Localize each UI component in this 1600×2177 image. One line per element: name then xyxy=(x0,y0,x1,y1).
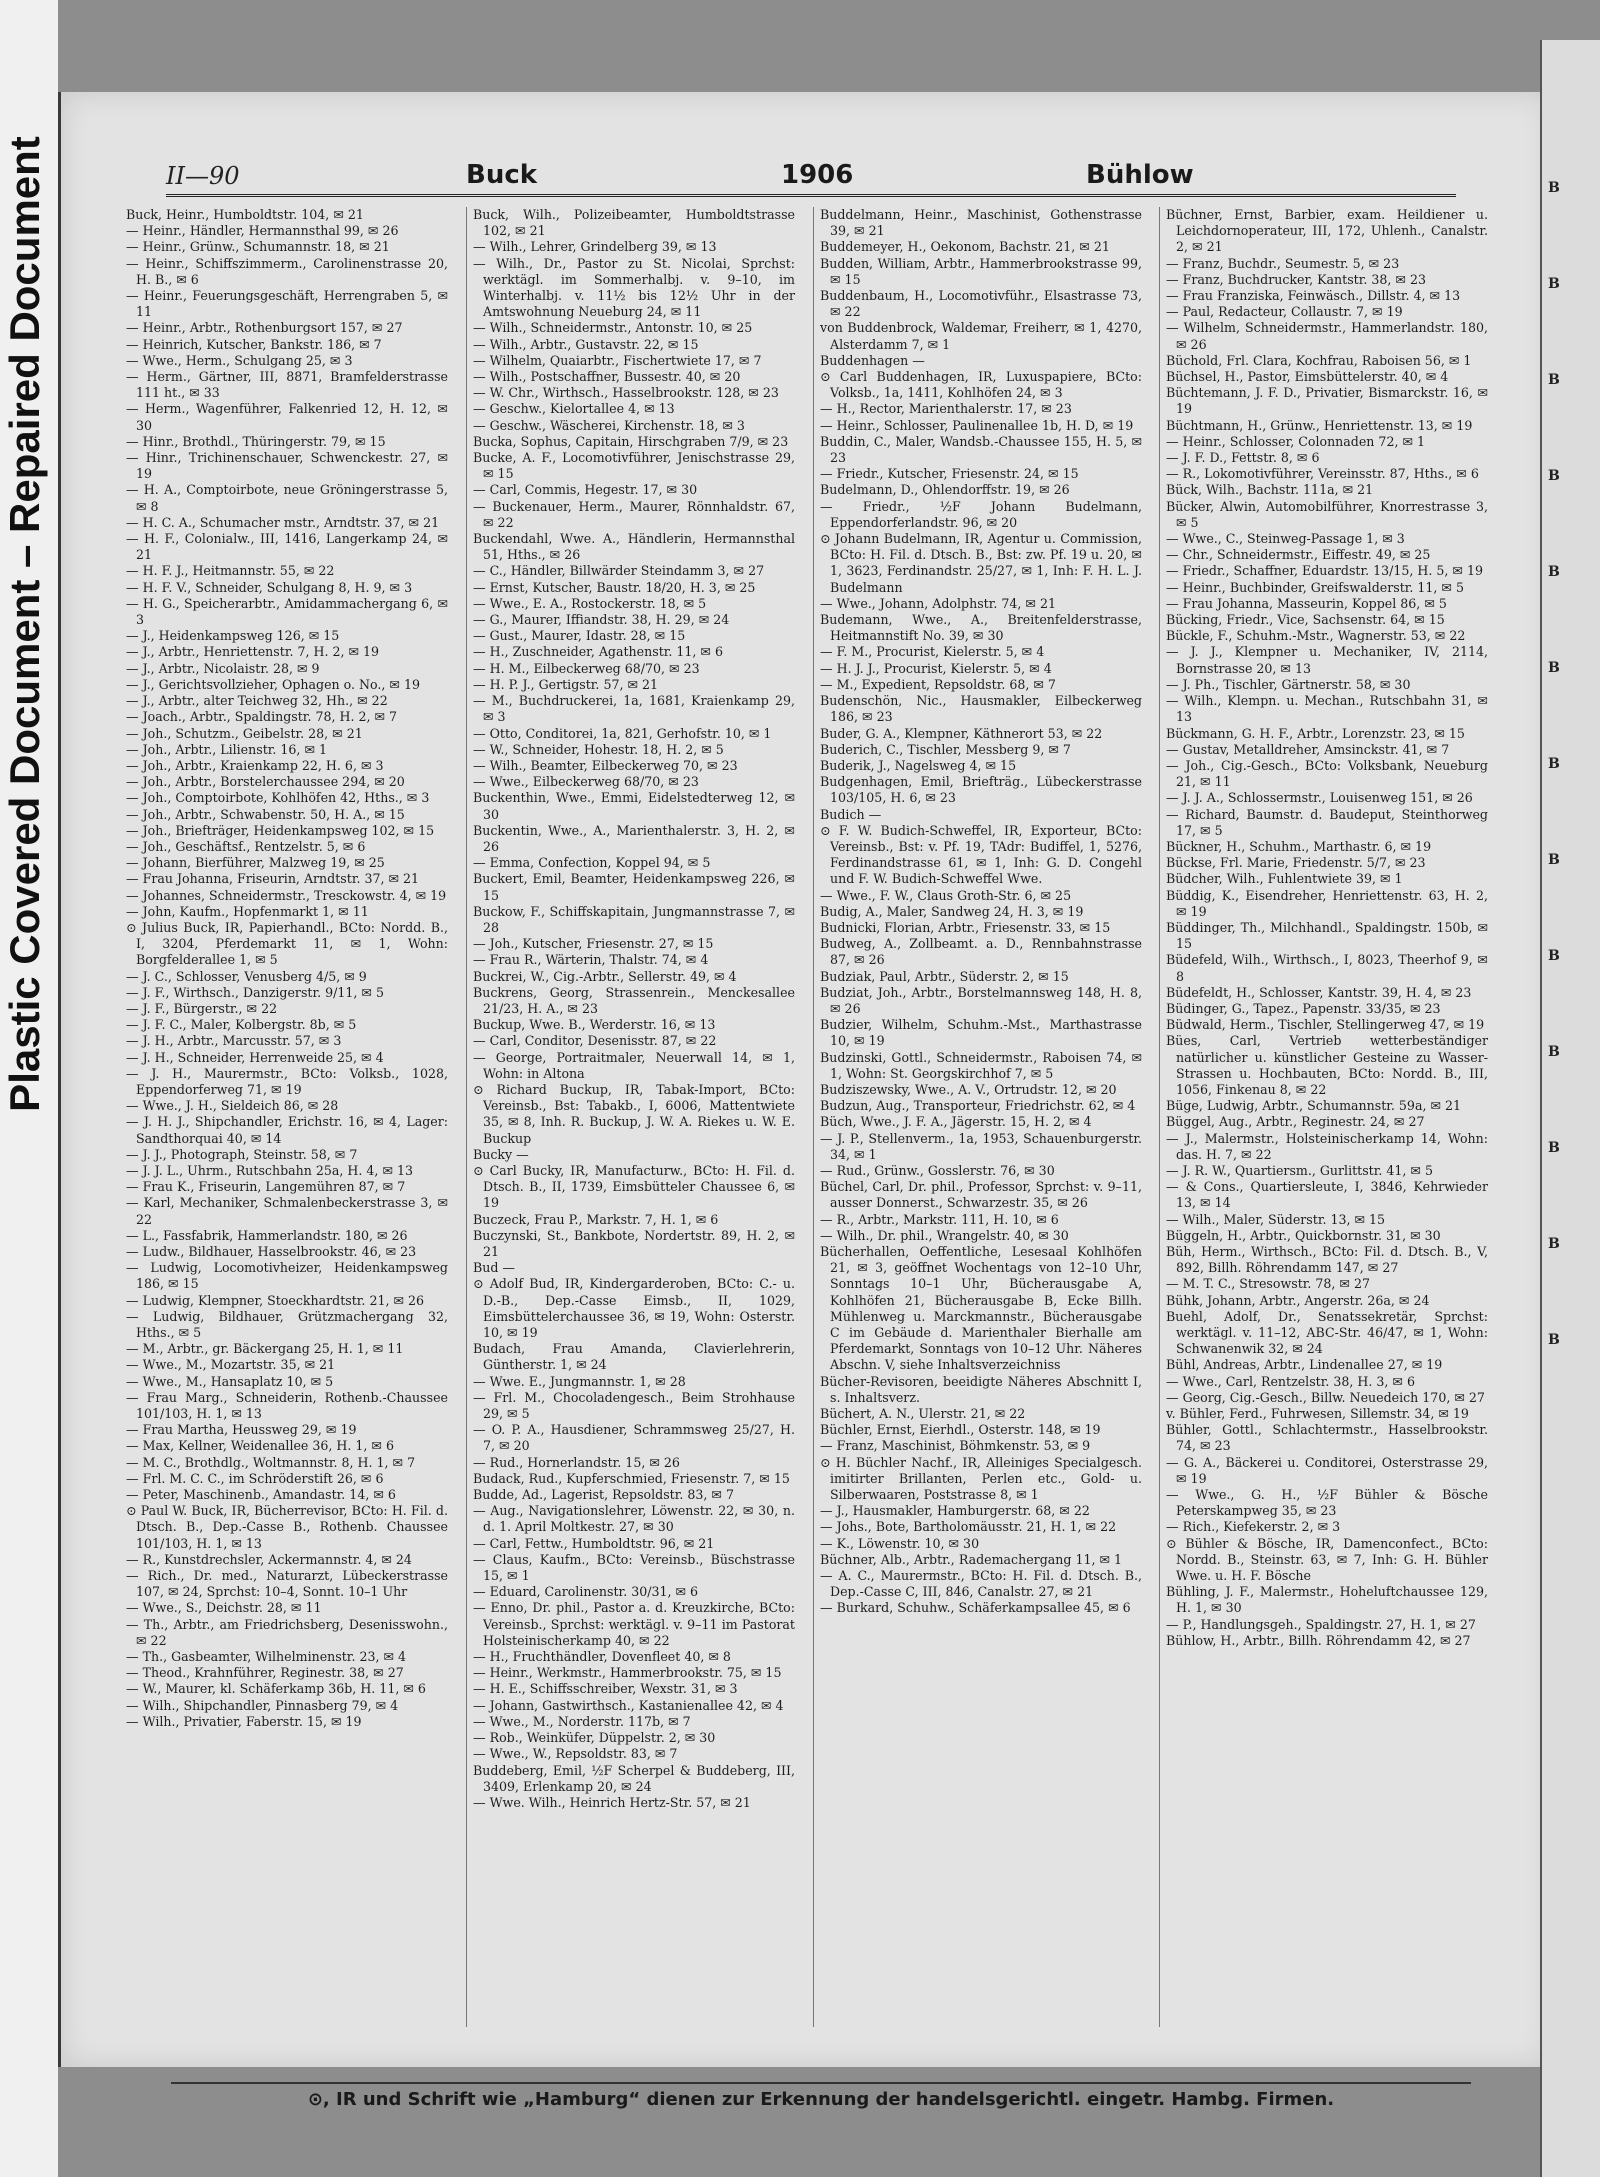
directory-entry: — M., Buchdruckerei, 1a, 1681, Kraienkamp 29, ✉ 3 xyxy=(473,693,795,725)
directory-entry: — Ludwig, Klempner, Stoeckhardtstr. 21, ✉ 26 xyxy=(126,1292,425,1308)
directory-entry: Büchtemann, J. F. D., Privatier, Bismarckstr. 16, ✉ 19 xyxy=(1166,385,1488,417)
directory-entry: — Emma, Confection, Koppel 94, ✉ 5 xyxy=(473,855,711,871)
directory-entry: Buckrens, Georg, Strassenrein., Menckesallee 21/23, H. A., ✉ 23 xyxy=(473,984,795,1016)
directory-entry: — Wilh., Lehrer, Grindelberg 39, ✉ 13 xyxy=(473,239,717,255)
directory-entry: — O. P. A., Hausdiener, Schrammsweg 25/27, H. 7, ✉ 20 xyxy=(473,1422,795,1454)
directory-entry: — George, Portraitmaler, Neuerwall 14, ✉ 1, Wohn: in Altona xyxy=(473,1049,795,1081)
directory-entry: — Joach., Arbtr., Spaldingstr. 78, H. 2, ✉ 7 xyxy=(126,709,398,725)
directory-entry: Büchtmann, H., Grünw., Henriettenstr. 13, ✉ 19 xyxy=(1166,417,1473,433)
directory-entry: Büdinger, G., Tapez., Papenstr. 33/35, ✉ 23 xyxy=(1166,1000,1441,1016)
directory-entry: — Gust., Maurer, Idastr. 28, ✉ 15 xyxy=(473,628,686,644)
directory-entry: Bücher-Revisoren, beeidigte Näheres Abschnitt I, s. Inhaltsverz. xyxy=(820,1373,1142,1405)
directory-entry: Buckrei, W., Cig.-Arbtr., Sellerstr. 49, ✉ 4 xyxy=(473,968,737,984)
directory-entry: — Heinr., Feuerungsgeschäft, Herrengraben 5, ✉ 11 xyxy=(126,288,448,320)
directory-entry: — H. A., Comptoirbote, neue Gröningerstrasse 5, ✉ 8 xyxy=(126,482,448,514)
directory-entry: — H., Rector, Marienthalerstr. 17, ✉ 23 xyxy=(820,401,1072,417)
directory-entry: Bucka, Sophus, Capitain, Hirschgraben 7/9, ✉ 23 xyxy=(473,433,789,449)
directory-entry: — Frau Martha, Heussweg 29, ✉ 19 xyxy=(126,1422,357,1438)
edge-letter: B xyxy=(1548,276,1560,292)
directory-entry: Büchner, Alb., Arbtr., Rademachergang 11, ✉ 1 xyxy=(820,1551,1123,1567)
directory-entry: — Frau Johanna, Masseurin, Koppel 86, ✉ 5 xyxy=(1166,595,1447,611)
directory-entry: — Otto, Conditorei, 1a, 821, Gerhofstr. 10, ✉ 1 xyxy=(473,725,772,741)
directory-entry: — Enno, Dr. phil., Pastor a. d. Kreuzkirche, BCto: Vereinsb., Sprchst: werktägl. v. 9–11 im Pastorat Holsteinischerkamp 40, ✉ 22 xyxy=(473,1600,795,1648)
directory-entry: — Heinr., Schiffszimmerm., Carolinenstrasse 20, H. B., ✉ 6 xyxy=(126,255,448,287)
directory-entry: — Wwe., Eilbeckerweg 68/70, ✉ 23 xyxy=(473,774,699,790)
directory-entry: — Frau Franziska, Feinwäsch., Dillstr. 4, ✉ 13 xyxy=(1166,288,1461,304)
edge-letter: B xyxy=(1548,852,1560,868)
directory-entry: Budzinski, Gottl., Schneidermstr., Raboisen 74, ✉ 1, Wohn: St. Georgskirchhof 7, ✉ 5 xyxy=(820,1049,1142,1081)
directory-entry: Budnicki, Florian, Arbtr., Friesenstr. 33, ✉ 15 xyxy=(820,919,1111,935)
directory-entry: — J., Malermstr., Holsteinischerkamp 14, Wohn: das. H. 7, ✉ 22 xyxy=(1166,1130,1488,1162)
directory-entry: — Geschw., Wäscherei, Kirchenstr. 18, ✉ 3 xyxy=(473,417,745,433)
directory-entry: Büge, Ludwig, Arbtr., Schumannstr. 59a, ✉ 21 xyxy=(1166,1098,1462,1114)
directory-entry: — Wwe., Herm., Schulgang 25, ✉ 3 xyxy=(126,352,353,368)
directory-entry: — Wilhelm, Quaiarbtr., Fischertwiete 17, ✉ 7 xyxy=(473,352,762,368)
directory-entry: Bucke, A. F., Locomotivführer, Jenischstrasse 29, ✉ 15 xyxy=(473,450,795,482)
directory-entry: Bühler, Gottl., Schlachtermstr., Hasselbrookstr. 74, ✉ 23 xyxy=(1166,1422,1488,1454)
directory-entry: — Wwe., S., Deichstr. 28, ✉ 11 xyxy=(126,1600,322,1616)
scanner-label-text: Plastic Covered Document – Repaired Document xyxy=(1,136,48,1112)
directory-entry: — Johann, Bierführer, Malzweg 19, ✉ 25 xyxy=(126,855,385,871)
directory-entry: Büchsel, H., Pastor, Eimsbüttelerstr. 40, ✉ 4 xyxy=(1166,369,1449,385)
directory-entry: Bücker, Alwin, Automobilführer, Knorrestrasse 3, ✉ 5 xyxy=(1166,498,1488,530)
directory-entry: — Th., Arbtr., am Friedrichsberg, Desenisswohn., ✉ 22 xyxy=(126,1616,448,1648)
directory-entry: Budelmann, D., Ohlendorffstr. 19, ✉ 26 xyxy=(820,482,1070,498)
directory-entry: — Carl, Fettw., Humboldtstr. 96, ✉ 21 xyxy=(473,1535,715,1551)
directory-entry: — R., Arbtr., Markstr. 111, H. 10, ✉ 6 xyxy=(820,1211,1059,1227)
directory-entry: ⊙ Paul W. Buck, IR, Bücherrevisor, BCto: H. Fil. d. Dtsch. B., Dep.-Casse B., Rothenb. Chaussee 101/103, H. 1, ✉ 13 xyxy=(126,1503,448,1551)
directory-entry: — G. A., Bäckerei u. Conditorei, Osterstrasse 29, ✉ 19 xyxy=(1166,1454,1488,1486)
directory-entry: Buddeberg, Emil, ½F Scherpel & Buddeberg, III, 3409, Erlenkamp 20, ✉ 24 xyxy=(473,1762,795,1794)
directory-entry: — Ludwig, Bildhauer, Grützmachergang 32, Hths., ✉ 5 xyxy=(126,1308,448,1341)
directory-entry: — C., Händler, Billwärder Steindamm 3, ✉ 27 xyxy=(473,563,765,579)
directory-entry: — Paul, Redacteur, Collaustr. 7, ✉ 19 xyxy=(1166,304,1403,320)
edge-letter: B xyxy=(1548,1236,1560,1252)
directory-entry: — Frau K., Friseurin, Langemühren 87, ✉ 7 xyxy=(126,1179,406,1195)
directory-entry: — H. F. V., Schneider, Schulgang 8, H. 9, ✉ 3 xyxy=(126,579,413,595)
directory-entry: Bühk, Johann, Arbtr., Angerstr. 26a, ✉ 24 xyxy=(1166,1292,1430,1308)
directory-entry: — Wilh., Dr., Pastor zu St. Nicolai, Sprchst: werktägl. im Sommerhalbj. v. 9–10, im Winterhalbj. v. 11½ bis 12½ Uhr in der Amtswohnung Neueburg 24, ✉ 11 xyxy=(473,255,795,320)
directory-entry: Buckup, Wwe. B., Werderstr. 16, ✉ 13 xyxy=(473,1017,716,1033)
directory-entry: — Wwe., Johann, Adolphstr. 74, ✉ 21 xyxy=(820,595,1056,611)
edge-letter: B xyxy=(1548,564,1560,580)
directory-entry: Bühl, Andreas, Arbtr., Lindenallee 27, ✉ 19 xyxy=(1166,1357,1443,1373)
directory-entry: Budziak, Paul, Arbtr., Süderstr. 2, ✉ 15 xyxy=(820,968,1069,984)
directory-entry: — Heinr., Buchbinder, Greifswalderstr. 11, ✉ 5 xyxy=(1166,579,1465,595)
directory-entry: — H. C. A., Schumacher mstr., Arndtstr. 37, ✉ 21 xyxy=(126,514,440,530)
directory-entry: — & Cons., Quartiersleute, I, 3846, Kehrwieder 13, ✉ 14 xyxy=(1166,1179,1488,1211)
scanner-label-strip xyxy=(0,0,58,2177)
column-3 xyxy=(813,207,1142,2027)
edge-letter: B xyxy=(1548,468,1560,484)
directory-entry: — F. M., Procurist, Kielerstr. 5, ✉ 4 xyxy=(820,644,1045,660)
directory-entry: Budack, Rud., Kupferschmied, Friesenstr. 7, ✉ 15 xyxy=(473,1470,790,1486)
directory-entry: Budenschön, Nic., Hausmakler, Eilbeckerweg 186, ✉ 23 xyxy=(820,693,1142,725)
directory-entry: — Heinr., Werkmstr., Hammerbrookstr. 75, ✉ 15 xyxy=(473,1665,782,1681)
directory-entry: — Joh., Arbtr., Schwabenstr. 50, H. A., ✉ 15 xyxy=(126,806,405,822)
directory-entry: — J., Hausmakler, Hamburgerstr. 68, ✉ 22 xyxy=(820,1503,1090,1519)
edge-letter: B xyxy=(1548,660,1560,676)
directory-entry: — Wwe., J. H., Sieldeich 86, ✉ 28 xyxy=(126,1098,339,1114)
directory-entry: — Wilh., Klempn. u. Mechan., Rutschbahn 31, ✉ 13 xyxy=(1166,693,1488,725)
next-page-edge xyxy=(1540,40,1600,2177)
directory-entry: — W., Maurer, kl. Schäferkamp 36b, H. 11, ✉ 6 xyxy=(126,1681,426,1697)
directory-entry: von Buddenbrock, Waldemar, Freiherr, ✉ 1, 4270, Alsterdamm 7, ✉ 1 xyxy=(820,320,1142,352)
directory-entry: Büggeln, H., Arbtr., Quickbornstr. 31, ✉ 30 xyxy=(1166,1227,1441,1243)
directory-entry: — Richard, Baumstr. d. Baudeput, Steinthorweg 17, ✉ 5 xyxy=(1166,806,1488,838)
directory-entry: — Wilh., Dr. phil., Wrangelstr. 40, ✉ 30 xyxy=(820,1227,1069,1243)
edition-year: 1906 xyxy=(781,160,854,190)
edge-letter: B xyxy=(1548,180,1560,196)
directory-entry: Bückner, H., Schuhm., Marthastr. 6, ✉ 19 xyxy=(1166,838,1432,854)
directory-entry: Budach, Frau Amanda, Clavierlehrerin, Güntherstr. 1, ✉ 24 xyxy=(473,1341,795,1373)
directory-entry: — Joh., Comptoirbote, Kohlhöfen 42, Hths., ✉ 3 xyxy=(126,790,430,806)
directory-entry: Budziszewsky, Wwe., A. V., Ortrudstr. 12, ✉ 20 xyxy=(820,1081,1117,1097)
directory-entry: — J., Gerichtsvollzieher, Ophagen o. No., ✉ 19 xyxy=(126,676,420,692)
directory-entry: — R., Kunstdrechsler, Ackermannstr. 4, ✉ 24 xyxy=(126,1551,412,1567)
directory-entry: — Friedr., Schaffner, Eduardstr. 13/15, H. 5, ✉ 19 xyxy=(1166,563,1484,579)
directory-entry: Büch, Wwe., J. F. A., Jägerstr. 15, H. 2, ✉ 4 xyxy=(820,1114,1092,1130)
column-1 xyxy=(126,207,448,2027)
directory-entry: Bühlow, H., Arbtr., Billh. Röhrendamm 42, ✉ 27 xyxy=(1166,1632,1471,1648)
directory-entry: Budweg, A., Zollbeamt. a. D., Rennbahnstrasse 87, ✉ 26 xyxy=(820,936,1142,968)
directory-entry: — J. H., Arbtr., Marcusstr. 57, ✉ 3 xyxy=(126,1033,342,1049)
directory-entry: v. Bühler, Ferd., Fuhrwesen, Sillemstr. 34, ✉ 19 xyxy=(1166,1406,1469,1422)
directory-entry: Büdwald, Herm., Tischler, Stellingerweg 47, ✉ 19 xyxy=(1166,1017,1485,1033)
directory-entry: Budich — xyxy=(820,806,882,822)
directory-entry: — H. G., Speicherarbtr., Amidammachergang 6, ✉ 3 xyxy=(126,595,448,628)
directory-entry: Buddemeyer, H., Oekonom, Bachstr. 21, ✉ 21 xyxy=(820,239,1110,255)
directory-entry: — Georg, Cig.-Gesch., Billw. Neuedeich 170, ✉ 27 xyxy=(1166,1389,1485,1405)
directory-entry: — Wilh., Beamter, Eilbeckerweg 70, ✉ 23 xyxy=(473,757,738,773)
directory-entry: — Johann, Gastwirthsch., Kastanienallee 42, ✉ 4 xyxy=(473,1697,784,1713)
directory-entry: — P., Handlungsgeh., Spaldingstr. 27, H. 1, ✉ 27 xyxy=(1166,1616,1476,1632)
directory-entry: ⊙ Bühler & Bösche, IR, Damenconfect., BCto: Nordd. B., Steinstr. 63, ✉ 7, Inh: G. H. Bühler Wwe. u. H. F. Bösche xyxy=(1166,1535,1488,1584)
edge-letter: B xyxy=(1548,948,1560,964)
directory-entry: — Johannes, Schneidermstr., Tresckowstr. 4, ✉ 19 xyxy=(126,887,447,903)
directory-entry: Bües, Carl, Vertrieb wetterbeständiger natürlicher u. künstlicher Gesteine zu Wasser-Strassen u. Hochbauten, BCto: Nordd. B., III, 1056, Finkenau 8, ✉ 22 xyxy=(1166,1033,1488,1097)
last-catchword: Bühlow xyxy=(1086,160,1194,190)
directory-entry: — Herm., Gärtner, III, 8871, Bramfelderstrasse 111 ht., ✉ 33 xyxy=(126,369,448,401)
directory-entry: ⊙ Adolf Bud, IR, Kindergarderoben, BCto: C.- u. D.-B., Dep.-Casse Eimsb., II, 1029, Eimsbüttelerchaussee 36, ✉ 19, Wohn: Osterstr. 10, ✉ 19 xyxy=(473,1276,795,1341)
directory-entry: Büchler, Ernst, Eierhdl., Osterstr. 148, ✉ 19 xyxy=(820,1422,1101,1438)
directory-entry: Buczeck, Frau P., Markstr. 7, H. 1, ✉ 6 xyxy=(473,1211,719,1227)
directory-entry: — Joh., Cig.-Gesch., BCto: Volksbank, Neueburg 21, ✉ 11 xyxy=(1166,757,1488,790)
directory-entry: — J. H., Schneider, Herrenweide 25, ✉ 4 xyxy=(126,1049,384,1065)
edge-letters xyxy=(1548,180,1560,1428)
directory-entry: Buckenthin, Wwe., Emmi, Eidelstedterweg 12, ✉ 30 xyxy=(473,790,795,822)
directory-entry: ⊙ H. Büchler Nachf., IR, Alleiniges Specialgesch. imitirter Brillanten, Perlen etc., Gold- u. Silberwaaren, Poststrasse 8, ✉ 1 xyxy=(820,1454,1142,1503)
edge-letter: B xyxy=(1548,372,1560,388)
directory-entry: Budemann, Wwe., A., Breitenfelderstrasse, Heitmannstift No. 39, ✉ 30 xyxy=(820,612,1142,644)
column-4 xyxy=(1159,207,1488,2027)
directory-entry: Büggel, Aug., Arbtr., Reginestr. 24, ✉ 27 xyxy=(1166,1114,1425,1130)
directory-entry: — Wilh., Privatier, Faberstr. 15, ✉ 19 xyxy=(126,1713,362,1729)
edge-letter: B xyxy=(1548,1044,1560,1060)
directory-entry: — Aug., Navigationslehrer, Löwenstr. 22, ✉ 30, n. d. 1. April Moltkestr. 27, ✉ 30 xyxy=(473,1503,795,1535)
directory-entry: — Wwe., F. W., Claus Groth-Str. 6, ✉ 25 xyxy=(820,887,1072,903)
directory-entry: Buder, G. A., Klempner, Käthnerort 53, ✉ 22 xyxy=(820,725,1103,741)
directory-entry: — Joh., Arbtr., Borstelerchaussee 294, ✉ 20 xyxy=(126,774,405,790)
directory-entry: — Frau Marg., Schneiderin, Rothenb.-Chaussee 101/103, H. 1, ✉ 13 xyxy=(126,1389,448,1422)
directory-entry: — M. C., Brothdlg., Woltmannstr. 8, H. 1, ✉ 7 xyxy=(126,1454,416,1470)
directory-entry: Buddenbaum, H., Locomotivführ., Elsastrasse 73, ✉ 22 xyxy=(820,288,1142,320)
directory-entry: Budzun, Aug., Transporteur, Friedrichstr. 62, ✉ 4 xyxy=(820,1098,1136,1114)
directory-entry: ⊙ Julius Buck, IR, Papierhandl., BCto: Nordd. B., I, 3204, Pferdemarkt 11, ✉ 1, Wohn: Borgfelderallee 1, ✉ 5 xyxy=(126,919,448,968)
directory-entry: — Frl. M., Chocoladengesch., Beim Strohhause 29, ✉ 5 xyxy=(473,1389,795,1422)
directory-entry: Buehl, Adolf, Dr., Senatssekretär, Sprchst: werktägl. v. 11–12, ABC-Str. 46/47, ✉ 1, Wohn: Schwanenwik 32, ✉ 24 xyxy=(1166,1308,1488,1357)
edge-letter: B xyxy=(1548,756,1560,772)
directory-entry: Budziat, Joh., Arbtr., Borstelmannsweg 148, H. 8, ✉ 26 xyxy=(820,984,1142,1016)
directory-entry: Buderik, J., Nagelsweg 4, ✉ 15 xyxy=(820,757,1017,773)
directory-entry: — Joh., Schutzm., Geibelstr. 28, ✉ 21 xyxy=(126,725,363,741)
directory-entry: Bückle, F., Schuhm.-Mstr., Wagnerstr. 53, ✉ 22 xyxy=(1166,628,1466,644)
directory-entry: — Wwe., W., Repsoldstr. 83, ✉ 7 xyxy=(473,1746,678,1762)
directory-entry: ⊙ Carl Buddenhagen, IR, Luxuspapiere, BCto: Volksb., 1a, 1411, Kohlhöfen 24, ✉ 3 xyxy=(820,369,1142,401)
directory-entry: Buckentin, Wwe., A., Marienthalerstr. 3, H. 2, ✉ 26 xyxy=(473,822,795,854)
directory-entry: — H., Fruchthändler, Dovenfleet 40, ✉ 8 xyxy=(473,1649,731,1665)
directory-entry: — Joh., Kutscher, Friesenstr. 27, ✉ 15 xyxy=(473,936,714,952)
directory-entry: — K., Löwenstr. 10, ✉ 30 xyxy=(820,1535,980,1551)
column-2 xyxy=(466,207,795,2027)
directory-entry: — Heinr., Schlosser, Colonnaden 72, ✉ 1 xyxy=(1166,433,1426,449)
directory-entry: — Wwe., M., Mozartstr. 35, ✉ 21 xyxy=(126,1357,336,1373)
directory-entry: — Heinr., Händler, Hermannsthal 99, ✉ 26 xyxy=(126,223,399,239)
directory-entry: — Wwe., E. A., Rostockerstr. 18, ✉ 5 xyxy=(473,595,707,611)
directory-entry: — Hinr., Brothdl., Thüringerstr. 79, ✉ 15 xyxy=(126,433,386,449)
directory-entry: — Wwe. Wilh., Heinrich Hertz-Str. 57, ✉ 21 xyxy=(473,1794,751,1810)
directory-entry: — J., Arbtr., Henriettenstr. 7, H. 2, ✉ 19 xyxy=(126,644,380,660)
directory-entry: — J. J. L., Uhrm., Rutschbahn 25a, H. 4, ✉ 13 xyxy=(126,1162,414,1178)
directory-entry: — Chr., Schneidermstr., Eiffestr. 49, ✉ 25 xyxy=(1166,547,1431,563)
directory-entry: — Wilh., Maler, Süderstr. 13, ✉ 15 xyxy=(1166,1211,1386,1227)
directory-entry: — J. F., Wirthsch., Danzigerstr. 9/11, ✉ 5 xyxy=(126,984,384,1000)
directory-entry: — Geschw., Kielortallee 4, ✉ 13 xyxy=(473,401,675,417)
directory-entry: Bücherhallen, Oeffentliche, Lesesaal Kohlhöfen 21, ✉ 3, geöffnet Wochentags von 12–10 Uhr, Sonntags 10–1 Uhr, Bücherausgabe A, Kohlhöfen 21, Bücherausgabe B, Ecke Billh. Mühlenweg u. Marckmannstr., Bücherausgabe C im Gebäude d. Marienthaler Bierhalle am Pferdemarkt, Sonntags von 10–12 Uhr. Näheres Abschn. V, siehe Inhaltsverzeichniss xyxy=(820,1244,1142,1373)
directory-entry: Budden, William, Arbtr., Hammerbrookstrasse 99, ✉ 15 xyxy=(820,255,1142,287)
directory-entry: — J. H., Maurermstr., BCto: Volksb., 1028, Eppendorferweg 71, ✉ 19 xyxy=(126,1065,448,1097)
directory-entry: — J. F. C., Maler, Kolbergstr. 8b, ✉ 5 xyxy=(126,1017,357,1033)
directory-entry: Bückse, Frl. Marie, Friedenstr. 5/7, ✉ 23 xyxy=(1166,855,1426,871)
directory-entry: Büddig, K., Eisendreher, Henriettenstr. 63, H. 2, ✉ 19 xyxy=(1166,887,1488,919)
directory-entry: — J. C., Schlosser, Venusberg 4/5, ✉ 9 xyxy=(126,968,367,984)
directory-entry: — Wwe., Carl, Rentzelstr. 38, H. 3, ✉ 6 xyxy=(1166,1373,1415,1389)
directory-entry: — R., Lokomotivführer, Vereinsstr. 87, Hths., ✉ 6 xyxy=(1166,466,1479,482)
directory-entry: — J. J., Photograph, Steinstr. 58, ✉ 7 xyxy=(126,1146,358,1162)
directory-entry: — A. C., Maurermstr., BCto: H. Fil. d. Dtsch. B., Dep.-Casse C, III, 846, Canalstr. 27, ✉ 21 xyxy=(820,1568,1142,1600)
directory-entry: — J. P., Stellenverm., 1a, 1953, Schauenburgerstr. 34, ✉ 1 xyxy=(820,1130,1142,1162)
directory-entry: — Wilhelm, Schneidermstr., Hammerlandstr. 180, ✉ 26 xyxy=(1166,320,1488,352)
directory-entry: Buckendahl, Wwe. A., Händlerin, Hermannsthal 51, Hths., ✉ 26 xyxy=(473,531,795,563)
directory-entry: — Wilh., Arbtr., Gustavstr. 22, ✉ 15 xyxy=(473,336,699,352)
directory-entry: Buckert, Emil, Beamter, Heidenkampsweg 226, ✉ 15 xyxy=(473,871,795,903)
directory-entry: ⊙ Johann Budelmann, IR, Agentur u. Commission, BCto: H. Fil. d. Dtsch. B., Bst: zw. Pf. 19 u. 20, ✉ 1, 3623, Ferdinandstr. 25/27, ✉ 1, Inh: F. H. L. J. Budelmann xyxy=(820,531,1142,595)
edge-letter: B xyxy=(1548,1140,1560,1156)
directory-entry: — J. F. D., Fettstr. 8, ✉ 6 xyxy=(1166,450,1320,466)
directory-entry: Büdefeld, Wilh., Wirthsch., I, 8023, Theerhof 9, ✉ 8 xyxy=(1166,952,1488,984)
directory-entry: — Eduard, Carolinenstr. 30/31, ✉ 6 xyxy=(473,1584,699,1600)
directory-entry: — Gustav, Metalldreher, Amsinckstr. 41, ✉ 7 xyxy=(1166,741,1450,757)
directory-entry: — Wilh., Shipchandler, Pinnasberg 79, ✉ 4 xyxy=(126,1697,399,1713)
directory-entry: — Burkard, Schuhw., Schäferkampsallee 45, ✉ 6 xyxy=(820,1600,1131,1616)
directory-entry: — Frau R., Wärterin, Thalstr. 74, ✉ 4 xyxy=(473,952,709,968)
directory-entry: — Rob., Weinküfer, Düppelstr. 2, ✉ 30 xyxy=(473,1730,716,1746)
directory-entry: — H. F., Colonialw., III, 1416, Langerkamp 24, ✉ 21 xyxy=(126,531,448,563)
directory-entry: — Heinr., Schlosser, Paulinenallee 1b, H. D, ✉ 19 xyxy=(820,417,1134,433)
directory-entry: Büdefeldt, H., Schlosser, Kantstr. 39, H. 4, ✉ 23 xyxy=(1166,984,1472,1000)
directory-entry: — J. J. A., Schlossermstr., Louisenweg 151, ✉ 26 xyxy=(1166,790,1473,806)
directory-entry: ⊙ Carl Bucky, IR, Manufacturw., BCto: H. Fil. d. Dtsch. B., II, 1739, Eimsbütteler Chaussee 6, ✉ 19 xyxy=(473,1162,795,1211)
directory-entry: — Johs., Bote, Bartholomäusstr. 21, H. 1, ✉ 22 xyxy=(820,1519,1117,1535)
directory-entry: Budgenhagen, Emil, Briefträg., Lübeckerstrasse 103/105, H. 6, ✉ 23 xyxy=(820,774,1142,806)
directory-entry: — Friedr., ½F Johann Budelmann, Eppendorferlandstr. 96, ✉ 20 xyxy=(820,498,1142,530)
directory-entry: Buddin, C., Maler, Wandsb.-Chaussee 155, H. 5, ✉ 23 xyxy=(820,433,1142,466)
directory-entry: — Wwe., M., Hansaplatz 10, ✉ 5 xyxy=(126,1373,334,1389)
directory-entry: — Franz, Buchdr., Seumestr. 5, ✉ 23 xyxy=(1166,255,1400,271)
directory-entry: — H. M., Eilbeckerweg 68/70, ✉ 23 xyxy=(473,660,700,676)
directory-entry: — G., Maurer, Iffiandstr. 38, H. 29, ✉ 24 xyxy=(473,612,730,628)
directory-entry: — Franz, Maschinist, Böhmkenstr. 53, ✉ 9 xyxy=(820,1438,1091,1454)
directory-entry: Büchold, Frl. Clara, Kochfrau, Raboisen 56, ✉ 1 xyxy=(1166,352,1472,368)
directory-entry: — Wwe. E., Jungmannstr. 1, ✉ 28 xyxy=(473,1373,686,1389)
directory-entry: — Ludwig, Locomotivheizer, Heidenkampsweg 186, ✉ 15 xyxy=(126,1260,448,1292)
directory-entry: — John, Kaufm., Hopfenmarkt 1, ✉ 11 xyxy=(126,903,369,919)
directory-entry: — Rud., Hornerlandstr. 15, ✉ 26 xyxy=(473,1454,680,1470)
directory-entry: — Joh., Briefträger, Heidenkampsweg 102, ✉ 15 xyxy=(126,822,435,838)
directory-entry: — J., Arbtr., Nicolaistr. 28, ✉ 9 xyxy=(126,660,320,676)
directory-entry: Bühling, J. F., Malermstr., Hoheluftchaussee 129, H. 1, ✉ 30 xyxy=(1166,1584,1488,1616)
directory-entry: — Heinr., Grünw., Schumannstr. 18, ✉ 21 xyxy=(126,239,390,255)
page-header xyxy=(166,154,1456,197)
directory-entry: — Rich., Dr. med., Naturarzt, Lübeckerstrasse 107, ✉ 24, Sprchst: 10–4, Sonnt. 10–1 Uhr xyxy=(126,1568,448,1600)
directory-page xyxy=(58,92,1551,2110)
directory-entry: — Buckenauer, Herm., Maurer, Rönnhaldstr. 67, ✉ 22 xyxy=(473,498,795,530)
directory-entry: — H. F. J., Heitmannstr. 55, ✉ 22 xyxy=(126,563,335,579)
directory-entry: — Frau Johanna, Friseurin, Arndtstr. 37, ✉ 21 xyxy=(126,871,420,887)
directory-entry: — W., Schneider, Hohestr. 18, H. 2, ✉ 5 xyxy=(473,741,724,757)
directory-entry: — Wwe., G. H., ½F Bühler & Bösche Peterskampweg 35, ✉ 23 xyxy=(1166,1487,1488,1519)
directory-entry: — M., Expedient, Repsoldstr. 68, ✉ 7 xyxy=(820,676,1056,692)
directory-entry: — Herm., Wagenführer, Falkenried 12, H. 12, ✉ 30 xyxy=(126,401,448,433)
directory-entry: — Max, Kellner, Weidenallee 36, H. 1, ✉ 6 xyxy=(126,1438,394,1454)
directory-entry: Buck, Heinr., Humboldtstr. 104, ✉ 21 xyxy=(126,207,364,222)
directory-entry: Büdcher, Wilh., Fuhlentwiete 39, ✉ 1 xyxy=(1166,871,1403,887)
directory-entry: — Th., Gasbeamter, Wilhelminenstr. 23, ✉ 4 xyxy=(126,1649,407,1665)
directory-entry: — Heinr., Arbtr., Rothenburgsort 157, ✉ 27 xyxy=(126,320,403,336)
directory-entry: — J. F., Bürgerstr., ✉ 22 xyxy=(126,1000,278,1016)
directory-entry: — J. J., Klempner u. Mechaniker, IV, 2114, Bornstrasse 20, ✉ 13 xyxy=(1166,644,1488,676)
directory-entry: Bucky — xyxy=(473,1146,529,1162)
directory-entry: — H. E., Schiffsschreiber, Wexstr. 31, ✉ 3 xyxy=(473,1681,738,1697)
directory-entry: Bück, Wilh., Bachstr. 111a, ✉ 21 xyxy=(1166,482,1374,498)
directory-entry: Buck, Wilh., Polizeibeamter, Humboldtstrasse 102, ✉ 21 xyxy=(473,207,795,239)
page-number: II—90 xyxy=(166,162,240,190)
directory-entry: — M., Arbtr., gr. Bäckergang 25, H. 1, ✉ 11 xyxy=(126,1341,404,1357)
directory-entry: — Wwe., M., Norderstr. 117b, ✉ 7 xyxy=(473,1713,691,1729)
directory-entry: — Rich., Kiefekerstr. 2, ✉ 3 xyxy=(1166,1519,1341,1535)
directory-entry: Bücking, Friedr., Vice, Sachsenstr. 64, ✉ 15 xyxy=(1166,612,1445,628)
directory-entry: — J. R. W., Quartiersm., Gurlittstr. 41, ✉ 5 xyxy=(1166,1162,1433,1178)
directory-entry: Buddelmann, Heinr., Maschinist, Gothenstrasse 39, ✉ 21 xyxy=(820,207,1142,239)
directory-entry: — Hinr., Trichinenschauer, Schwenckestr. 27, ✉ 19 xyxy=(126,450,448,482)
directory-entry: — Carl, Conditor, Desenisstr. 87, ✉ 22 xyxy=(473,1033,717,1049)
directory-entry: Bückmann, G. H. F., Arbtr., Lorenzstr. 23, ✉ 15 xyxy=(1166,725,1465,741)
directory-entry: — Karl, Mechaniker, Schmalenbeckerstrasse 3, ✉ 22 xyxy=(126,1195,448,1227)
directory-entry: Bud — xyxy=(473,1260,516,1276)
directory-entry: Buczynski, St., Bankbote, Nordertstr. 89, H. 2, ✉ 21 xyxy=(473,1227,795,1259)
directory-entry: — Ludw., Bildhauer, Hasselbrookstr. 46, ✉ 23 xyxy=(126,1244,417,1259)
directory-entry: Budde, Ad., Lagerist, Repsoldstr. 83, ✉ 7 xyxy=(473,1487,734,1503)
directory-entry: Budzier, Wilhelm, Schuhm.-Mst., Marthastrasse 10, ✉ 19 xyxy=(820,1017,1142,1049)
directory-entry: — Wwe., C., Steinweg-Passage 1, ✉ 3 xyxy=(1166,531,1405,547)
directory-entry: Büchel, Carl, Dr. phil., Professor, Sprchst: v. 9–11, ausser Donnerst., Schwarzestr. 35, ✉ 26 xyxy=(820,1179,1142,1211)
directory-entry: — Carl, Commis, Hegestr. 17, ✉ 30 xyxy=(473,482,698,498)
directory-entry: — Joh., Arbtr., Lilienstr. 16, ✉ 1 xyxy=(126,741,328,757)
directory-entry: — J., Arbtr., alter Teichweg 32, Hh., ✉ 22 xyxy=(126,693,388,709)
directory-entry: Buderich, C., Tischler, Messberg 9, ✉ 7 xyxy=(820,741,1071,757)
directory-entry: Buckow, F., Schiffskapitain, Jungmannstrasse 7, ✉ 28 xyxy=(473,903,795,935)
directory-entry: ⊙ F. W. Budich-Schweffel, IR, Exporteur, BCto: Vereinsb., Bst: v. Pf. 19, TAdr: Budiffel, 1, 5276, Ferdinandstrasse 61, ✉ 1, Inh: G. D. Congehl und F. W. Budich-Schweffel Wwe. xyxy=(820,822,1142,887)
directory-entry: — Claus, Kaufm., BCto: Vereinsb., Büschstrasse 15, ✉ 1 xyxy=(473,1551,795,1584)
directory-entry: — Friedr., Kutscher, Friesenstr. 24, ✉ 15 xyxy=(820,466,1079,482)
directory-entry: — J. H. J., Shipchandler, Erichstr. 16, ✉ 4, Lager: Sandthorquai 40, ✉ 14 xyxy=(126,1114,448,1146)
directory-entry: — L., Fassfabrik, Hammerlandstr. 180, ✉ 26 xyxy=(126,1227,408,1243)
directory-entry: — H., Zuschneider, Agathenstr. 11, ✉ 6 xyxy=(473,644,723,660)
directory-entry: ⊙ Richard Buckup, IR, Tabak-Import, BCto: Vereinsb., Bst: Tabakb., I, 6006, Mattentwiete 35, ✉ 8, Inh. R. Buckup, J. W. A. Riekes u. W. E. Buckup xyxy=(473,1081,795,1146)
directory-entry: — H. J. J., Procurist, Kielerstr. 5, ✉ 4 xyxy=(820,660,1052,676)
directory-entry: — Joh., Geschäftsf., Rentzelstr. 5, ✉ 6 xyxy=(126,838,366,854)
directory-entry: — Franz, Buchdrucker, Kantstr. 38, ✉ 23 xyxy=(1166,271,1426,287)
directory-entry: — H. P. J., Gertigstr. 57, ✉ 21 xyxy=(473,676,659,692)
directory-entry: Büh, Herm., Wirthsch., BCto: Fil. d. Dtsch. B., V, 892, Billh. Röhrendamm 147, ✉ 27 xyxy=(1166,1244,1488,1276)
first-catchword: Buck xyxy=(466,160,538,190)
page-footer-note: ⊙, IR und Schrift wie „Hamburg“ dienen zur Erkennung der handelsgerichtl. eingetr. Hambg. Firmen. xyxy=(171,2082,1471,2119)
directory-entry: — Peter, Maschinenb., Amandastr. 14, ✉ 6 xyxy=(126,1487,396,1503)
directory-entry: Buddenhagen — xyxy=(820,352,925,368)
directory-entry: Büddinger, Th., Milchhandl., Spaldingstr. 150b, ✉ 15 xyxy=(1166,919,1488,952)
directory-entry: Büchert, A. N., Ulerstr. 21, ✉ 22 xyxy=(820,1406,1026,1422)
directory-entry: — Rud., Grünw., Gosslerstr. 76, ✉ 30 xyxy=(820,1162,1055,1178)
directory-entry: — Theod., Krahnführer, Reginestr. 38, ✉ 27 xyxy=(126,1665,404,1681)
directory-entry: — Wilh., Schneidermstr., Antonstr. 10, ✉ 25 xyxy=(473,320,753,336)
directory-entry: — Frl. M. C. C., im Schröderstift 26, ✉ 6 xyxy=(126,1470,384,1486)
directory-entry: Büchner, Ernst, Barbier, exam. Heildiener u. Leichdornoperateur, III, 172, Uhlenh., Canalstr. 2, ✉ 21 xyxy=(1166,207,1488,255)
edge-letter: B xyxy=(1548,1332,1560,1348)
directory-entry: — J. Ph., Tischler, Gärtnerstr. 58, ✉ 30 xyxy=(1166,676,1411,692)
directory-entry: — Ernst, Kutscher, Baustr. 18/20, H. 3, ✉ 25 xyxy=(473,579,756,595)
directory-entry: — Heinrich, Kutscher, Bankstr. 186, ✉ 7 xyxy=(126,336,382,352)
directory-entry: — Joh., Arbtr., Kraienkamp 22, H. 6, ✉ 3 xyxy=(126,757,384,773)
directory-entry: Budig, A., Maler, Sandweg 24, H. 3, ✉ 19 xyxy=(820,903,1084,919)
directory-entry: — W. Chr., Wirthsch., Hasselbrookstr. 128, ✉ 23 xyxy=(473,385,779,401)
directory-entry: — J., Heidenkampsweg 126, ✉ 15 xyxy=(126,628,340,644)
directory-entry: — M. T. C., Stresowstr. 78, ✉ 27 xyxy=(1166,1276,1371,1292)
directory-entry: — Wilh., Postschaffner, Bussestr. 40, ✉ 20 xyxy=(473,369,741,385)
